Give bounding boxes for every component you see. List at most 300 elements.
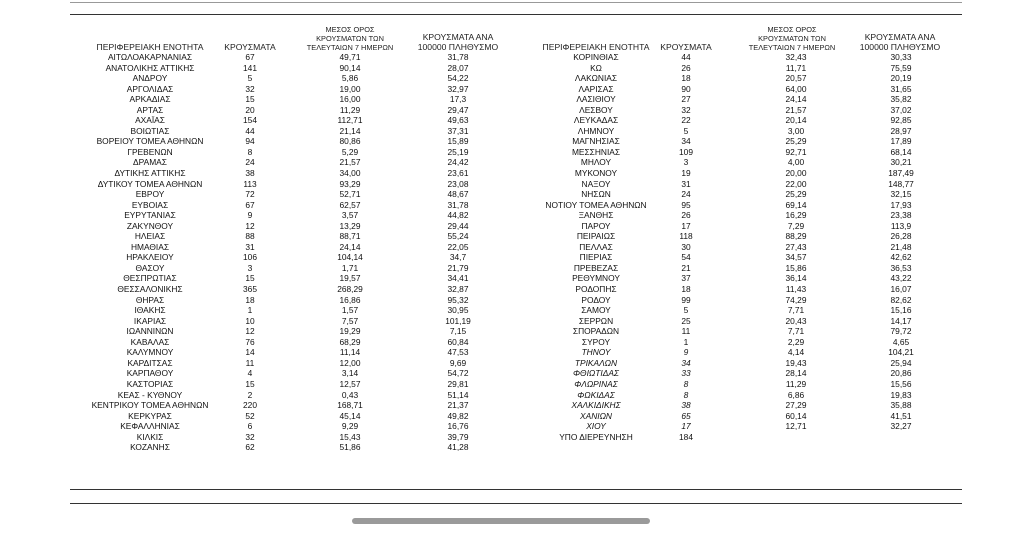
per-100k-cell: 7,15	[449, 326, 467, 337]
cases-cell: 24	[681, 189, 691, 200]
per-100k-cell: 30,21	[890, 157, 912, 168]
avg-cell: 62,57	[339, 199, 361, 210]
table-row	[516, 252, 962, 263]
cases-cell: 4	[247, 368, 253, 379]
cases-cell: 67	[245, 199, 255, 210]
region-name-cell: ΡΕΘΥΜΝΟΥ	[572, 273, 620, 284]
top-edge-rule	[70, 2, 962, 3]
per-100k-cell: 29,44	[447, 220, 469, 231]
per-100k-cell: 39,79	[447, 431, 469, 442]
avg-cell: 27,43	[785, 241, 807, 252]
table-row	[516, 136, 962, 147]
per-100k-cell: 41,51	[890, 410, 912, 421]
region-name-cell: ΦΛΩΡΙΝΑΣ	[574, 378, 618, 389]
region-name-cell: ΜΗΛΟΥ	[580, 157, 612, 168]
cases-cell: 19	[681, 168, 691, 179]
avg-cell: 21,14	[339, 125, 361, 136]
per-100k-cell: 23,61	[447, 168, 469, 179]
cases-cell: 26	[681, 62, 691, 73]
cases-cell: 30	[681, 241, 691, 252]
cases-cell: 21	[681, 262, 691, 273]
per-100k-cell: 31,65	[890, 83, 912, 94]
cases-cell: 99	[681, 294, 691, 305]
region-name-cell: ΑΙΤΩΛΟΑΚΑΡΝΑΝΙΑΣ	[107, 52, 193, 62]
per-100k-cell: 28,97	[890, 125, 912, 136]
cases-cell: 25	[681, 315, 691, 326]
cases-cell: 15	[245, 94, 255, 105]
table-row	[516, 368, 962, 379]
cases-cell: 8	[683, 389, 689, 400]
table-row	[70, 221, 516, 232]
region-name-cell: ΑΝΔΡΟΥ	[132, 73, 168, 84]
avg-cell: 5,29	[341, 146, 359, 157]
avg-cell: 16,00	[339, 94, 361, 105]
avg-cell: 7,57	[341, 315, 359, 326]
table-row	[70, 347, 516, 358]
avg-cell: 7,71	[787, 305, 805, 316]
per-100k-cell: 15,56	[890, 378, 912, 389]
table-row	[70, 126, 516, 137]
table-row	[516, 105, 962, 116]
avg-cell: 11,29	[339, 104, 361, 115]
region-name-cell: ΓΡΕΒΕΝΩΝ	[127, 146, 173, 157]
cases-cell: 17	[681, 421, 691, 432]
table-row	[516, 73, 962, 84]
region-name-cell: ΘΑΣΟΥ	[135, 262, 165, 273]
region-name-cell: ΣΥΡΟΥ	[581, 336, 611, 347]
cases-cell: 26	[681, 210, 691, 221]
cases-cell: 18	[245, 294, 255, 305]
table-row	[70, 147, 516, 158]
region-name-cell: ΜΕΣΣΗΝΙΑΣ	[571, 146, 621, 157]
per-100k-cell: 32,27	[890, 421, 912, 432]
per-100k-cell: 36,53	[890, 262, 912, 273]
per-100k-cell: 20,86	[890, 368, 912, 379]
table-row	[70, 390, 516, 401]
table-row	[516, 115, 962, 126]
region-name-cell: ΚΟΖΑΝΗΣ	[130, 442, 170, 453]
top-rule	[70, 14, 962, 15]
table-row	[70, 63, 516, 74]
avg-cell: 3,00	[787, 125, 805, 136]
avg-cell: 90,14	[339, 62, 361, 73]
table-row	[516, 400, 962, 411]
cases-cell: 31	[681, 178, 691, 189]
table-row	[70, 379, 516, 390]
avg-cell: 0,43	[341, 389, 359, 400]
per-100k-cell: 113,9	[890, 220, 912, 231]
table-row	[516, 379, 962, 390]
per-100k-cell: 19,83	[890, 389, 912, 400]
left-table-body	[70, 52, 516, 453]
cases-cell: 34	[681, 136, 691, 147]
region-name-cell: ΠΕΙΡΑΙΩΣ	[576, 231, 616, 242]
avg-cell: 9,29	[341, 421, 359, 432]
cases-cell: 67	[245, 52, 255, 62]
table-row	[70, 337, 516, 348]
per-100k-cell: 54,72	[447, 368, 469, 379]
region-name-cell: ΛΗΜΝΟΥ	[577, 125, 615, 136]
cases-cell: 95	[681, 199, 691, 210]
per-100k-cell: 95,32	[447, 294, 469, 305]
table-row	[516, 263, 962, 274]
table-row	[516, 347, 962, 358]
cases-cell: 20	[245, 104, 255, 115]
table-row	[70, 210, 516, 221]
cases-cell: 365	[243, 284, 257, 295]
cases-cell: 12	[245, 326, 255, 337]
per-100k-cell: 16,07	[890, 284, 912, 295]
avg-cell: 52,71	[339, 189, 361, 200]
table-row	[70, 115, 516, 126]
avg-cell: 12,00	[339, 357, 361, 368]
per-100k-cell: 48,67	[447, 189, 469, 200]
avg-cell: 25,29	[785, 189, 807, 200]
cases-cell: 10	[245, 315, 255, 326]
bottom-rule	[70, 489, 962, 490]
region-name-cell: ΧΙΟΥ	[586, 421, 606, 432]
table-row	[70, 94, 516, 105]
per-100k-cell: 55,24	[447, 231, 469, 242]
per-100k-cell: 31,78	[447, 52, 469, 62]
avg-cell: 20,14	[785, 115, 807, 126]
region-name-cell: ΒΟΡΕΙΟΥ ΤΟΜΕΑ ΑΘΗΝΩΝ	[96, 136, 204, 147]
cases-cell: 37	[681, 273, 691, 284]
per-100k-cell: 32,15	[890, 189, 912, 200]
table-row	[70, 295, 516, 306]
per-100k-cell: 25,94	[890, 357, 912, 368]
per-100k-cell: 82,62	[890, 294, 912, 305]
per-100k-cell: 54,22	[447, 73, 469, 84]
table-row	[70, 189, 516, 200]
table-row	[70, 252, 516, 263]
region-name-cell: ΙΚΑΡΙΑΣ	[133, 315, 167, 326]
avg-cell: 168,71	[337, 400, 363, 411]
avg-cell: 11,71	[785, 62, 807, 73]
region-name-cell: ΠΕΛΛΑΣ	[579, 241, 613, 252]
per-100k-cell: 22,05	[447, 241, 469, 252]
avg-cell: 93,29	[339, 178, 361, 189]
cases-cell: 38	[681, 400, 691, 411]
table-row	[516, 411, 962, 422]
cases-cell: 54	[681, 252, 691, 263]
table-row	[70, 157, 516, 168]
avg-cell: 92,71	[785, 146, 807, 157]
avg-cell: 80,86	[339, 136, 361, 147]
avg-cell: 25,29	[785, 136, 807, 147]
table-row	[516, 84, 962, 95]
table-row	[516, 242, 962, 253]
region-name-cell: ΖΑΚΥΝΘΟΥ	[126, 220, 174, 231]
right-table	[516, 24, 962, 442]
per-100k-cell: 34,41	[447, 273, 469, 284]
region-name-cell: ΜΑΓΝΗΣΙΑΣ	[572, 136, 620, 147]
region-name-cell: ΝΑΞΟΥ	[581, 178, 611, 189]
avg-cell: 45,14	[339, 410, 361, 421]
left-table	[70, 24, 516, 453]
cases-cell: 18	[681, 284, 691, 295]
region-name-cell: ΒΟΙΩΤΙΑΣ	[130, 125, 170, 136]
per-100k-cell: 23,08	[447, 178, 469, 189]
cases-cell: 14	[245, 347, 255, 358]
table-row	[70, 242, 516, 253]
per-100k-cell: 148,77	[888, 178, 914, 189]
region-name-cell: ΛΕΣΒΟΥ	[579, 104, 613, 115]
region-name-cell: ΔΥΤΙΚΟΥ ΤΟΜΕΑ ΑΘΗΝΩΝ	[97, 178, 203, 189]
per-100k-cell: 21,79	[447, 262, 469, 273]
avg-cell: 112,71	[337, 115, 363, 126]
cases-cell: 22	[681, 115, 691, 126]
cases-cell: 8	[247, 146, 253, 157]
region-name-cell: ΔΡΑΜΑΣ	[133, 157, 167, 168]
cases-cell: 44	[681, 52, 691, 62]
cases-cell: 1	[683, 336, 689, 347]
per-100k-cell: 35,82	[890, 94, 912, 105]
region-name-cell: ΑΡΓΟΛΙΔΑΣ	[126, 83, 174, 94]
avg-cell: 12,57	[339, 378, 361, 389]
table-row	[70, 400, 516, 411]
table-row	[516, 421, 962, 432]
table-row	[516, 147, 962, 158]
region-name-cell: ΠΑΡΟΥ	[581, 220, 611, 231]
cases-cell: 52	[245, 410, 255, 421]
avg-cell: 16,29	[785, 210, 807, 221]
region-name-cell: ΚΩ	[590, 62, 602, 73]
cases-cell: 65	[681, 410, 691, 421]
per-100k-cell: 17,3	[449, 94, 467, 105]
per-100k-cell: 15,89	[447, 136, 469, 147]
per-100k-cell: 9,69	[449, 357, 467, 368]
region-name-cell: ΘΕΣΠΡΩΤΙΑΣ	[123, 273, 177, 284]
region-name-cell: ΛΕΥΚΑΔΑΣ	[573, 115, 619, 126]
header-avg-7days: ΜΕΣΟΣ ΟΡΟΣ ΚΡΟΥΣΜΑΤΩΝ ΤΩΝ ΤΕΛΕΥΤΑΙΩΝ 7 ΗΜΕΡΩΝ	[748, 25, 836, 52]
per-100k-cell: 104,21	[888, 347, 914, 358]
region-name-cell: ΑΡΚΑΔΙΑΣ	[129, 94, 171, 105]
avg-cell: 3,57	[341, 210, 359, 221]
region-name-cell: ΜΥΚΟΝΟΥ	[574, 168, 618, 179]
region-name-cell: ΙΩΑΝΝΙΝΩΝ	[126, 326, 174, 337]
avg-cell: 16,86	[339, 294, 361, 305]
cases-cell: 38	[245, 168, 255, 179]
cases-cell: 44	[245, 125, 255, 136]
cases-cell: 12	[245, 220, 255, 231]
cases-cell: 113	[243, 178, 257, 189]
avg-cell: 21,57	[785, 104, 807, 115]
per-100k-cell: 30,33	[890, 52, 912, 62]
per-100k-cell: 29,47	[447, 104, 469, 115]
cases-cell: 32	[245, 83, 255, 94]
avg-cell: 11,29	[785, 378, 807, 389]
per-100k-cell: 14,17	[890, 315, 912, 326]
region-name-cell: ΚΑΡΔΙΤΣΑΣ	[127, 357, 173, 368]
region-name-cell: ΤΗΝΟΥ	[581, 347, 611, 358]
region-name-cell: ΗΡΑΚΛΕΙΟΥ	[126, 252, 174, 263]
table-row	[70, 200, 516, 211]
per-100k-cell: 23,38	[890, 210, 912, 221]
table-row	[70, 52, 516, 63]
per-100k-cell: 68,14	[890, 146, 912, 157]
per-100k-cell: 37,02	[890, 104, 912, 115]
avg-cell: 3,14	[341, 368, 359, 379]
header-region: ΠΕΡΙΦΕΡΕΙΑΚΗ ΕΝΟΤΗΤΑ	[542, 42, 650, 52]
table-row	[516, 63, 962, 74]
right-table-body	[516, 52, 962, 442]
cases-cell: 9	[247, 210, 253, 221]
header-avg-7days: ΜΕΣΟΣ ΟΡΟΣ ΚΡΟΥΣΜΑΤΩΝ ΤΩΝ ΤΕΛΕΥΤΑΙΩΝ 7 ΗΜΕΡΩΝ	[306, 25, 394, 52]
header-cases: ΚΡΟΥΣΜΑΤΑ	[224, 42, 276, 52]
region-name-cell: ΑΝΑΤΟΛΙΚΗΣ ΑΤΤΙΚΗΣ	[105, 62, 195, 73]
cases-cell: 18	[681, 73, 691, 84]
avg-cell: 28,14	[785, 368, 807, 379]
per-100k-cell: 26,28	[890, 231, 912, 242]
avg-cell: 19,57	[339, 273, 361, 284]
cases-cell: 184	[679, 431, 693, 442]
horizontal-scrollbar[interactable]	[352, 518, 650, 524]
cases-cell: 24	[245, 157, 255, 168]
per-100k-cell: 25,19	[447, 146, 469, 157]
cases-cell: 11	[681, 326, 691, 337]
region-name-cell: ΚΕΡΚΥΡΑΣ	[128, 410, 172, 421]
table-row	[70, 273, 516, 284]
cases-cell: 2	[247, 389, 253, 400]
avg-cell: 19,00	[339, 83, 361, 94]
avg-cell: 104,14	[337, 252, 363, 263]
region-name-cell: ΛΑΣΙΘΙΟΥ	[576, 94, 616, 105]
region-name-cell: ΚΑΣΤΟΡΙΑΣ	[126, 378, 174, 389]
per-100k-cell: 16,76	[447, 421, 469, 432]
table-row	[516, 358, 962, 369]
table-row	[516, 305, 962, 316]
avg-cell: 88,29	[785, 231, 807, 242]
cases-cell: 220	[243, 400, 257, 411]
per-100k-cell: 24,42	[447, 157, 469, 168]
per-100k-cell: 15,16	[890, 305, 912, 316]
avg-cell: 4,14	[787, 347, 805, 358]
region-name-cell: ΚΑΡΠΑΘΟΥ	[126, 368, 174, 379]
region-name-cell: ΝΟΤΙΟΥ ΤΟΜΕΑ ΑΘΗΝΩΝ	[545, 199, 647, 210]
per-100k-cell: 187,49	[888, 168, 914, 179]
right-table-header	[516, 24, 962, 52]
avg-cell: 88,71	[339, 231, 361, 242]
avg-cell: 13,29	[339, 220, 361, 231]
table-row	[516, 52, 962, 63]
per-100k-cell: 32,87	[447, 284, 469, 295]
per-100k-cell: 75,59	[890, 62, 912, 73]
region-name-cell: ΚΕΝΤΡΙΚΟΥ ΤΟΜΕΑ ΑΘΗΝΩΝ	[91, 400, 209, 411]
per-100k-cell: 31,78	[447, 199, 469, 210]
cases-cell: 88	[245, 231, 255, 242]
table-row	[516, 179, 962, 190]
avg-cell: 34,00	[339, 168, 361, 179]
avg-cell: 74,29	[785, 294, 807, 305]
region-name-cell: ΘΕΣΣΑΛΟΝΙΚΗΣ	[117, 284, 183, 295]
cases-cell: 33	[681, 368, 691, 379]
region-name-cell: ΧΑΛΚΙΔΙΚΗΣ	[571, 400, 621, 411]
region-name-cell: ΣΠΟΡΑΔΩΝ	[572, 326, 620, 337]
cases-cell: 1	[247, 305, 253, 316]
cases-cell: 154	[243, 115, 257, 126]
table-row	[516, 295, 962, 306]
region-name-cell: ΚΑΒΑΛΑΣ	[130, 336, 170, 347]
cases-cell: 118	[679, 231, 693, 242]
region-name-cell: ΔΥΤΙΚΗΣ ΑΤΤΙΚΗΣ	[114, 168, 186, 179]
region-name-cell: ΑΧΑΪΑΣ	[135, 115, 165, 126]
table-row	[70, 368, 516, 379]
table-row	[516, 168, 962, 179]
region-name-cell: ΕΒΡΟΥ	[135, 189, 165, 200]
per-100k-cell: 32,97	[447, 83, 469, 94]
table-row	[70, 136, 516, 147]
table-row	[70, 442, 516, 453]
cases-cell: 3	[247, 262, 253, 273]
table-row	[516, 337, 962, 348]
avg-cell: 60,14	[785, 410, 807, 421]
cases-cell: 6	[247, 421, 253, 432]
region-name-cell: ΕΥΒΟΙΑΣ	[131, 199, 169, 210]
region-name-cell: ΚΕΑΣ - ΚΥΘΝΟΥ	[117, 389, 183, 400]
table-row	[70, 358, 516, 369]
region-name-cell: ΠΡΕΒΕΖΑΣ	[573, 262, 619, 273]
per-100k-cell: 34,7	[449, 252, 467, 263]
table-row	[70, 411, 516, 422]
cases-cell: 72	[245, 189, 255, 200]
header-cases: ΚΡΟΥΣΜΑΤΑ	[660, 42, 712, 52]
region-name-cell: ΡΟΔΟΥ	[581, 294, 611, 305]
region-name-cell: ΡΟΔΟΠΗΣ	[575, 284, 617, 295]
cases-cell: 32	[245, 431, 255, 442]
avg-cell: 11,14	[339, 347, 361, 358]
per-100k-cell: 92,85	[890, 115, 912, 126]
table-row	[70, 105, 516, 116]
region-name-cell: ΚΙΛΚΙΣ	[136, 431, 164, 442]
region-name-cell: ΦΩΚΙΔΑΣ	[577, 389, 615, 400]
per-100k-cell: 21,37	[447, 400, 469, 411]
avg-cell: 20,43	[785, 315, 807, 326]
table-row	[70, 73, 516, 84]
avg-cell: 4,00	[787, 157, 805, 168]
cases-cell: 76	[245, 336, 255, 347]
per-100k-cell: 41,28	[447, 442, 469, 453]
avg-cell: 11,43	[785, 284, 807, 295]
region-name-cell: ΚΟΡΙΝΘΙΑΣ	[573, 52, 619, 62]
header-region: ΠΕΡΙΦΕΡΕΙΑΚΗ ΕΝΟΤΗΤΑ	[96, 42, 204, 52]
table-row	[516, 126, 962, 137]
avg-cell: 1,71	[341, 262, 359, 273]
page-bottom-rule	[70, 503, 962, 504]
header-per-100k: ΚΡΟΥΣΜΑΤΑ ΑΝΑ 100000 ΠΛΗΘΥΣΜΟ	[417, 32, 499, 52]
avg-cell: 7,71	[787, 326, 805, 337]
per-100k-cell: 20,19	[890, 73, 912, 84]
avg-cell: 1,57	[341, 305, 359, 316]
table-row	[70, 179, 516, 190]
avg-cell: 20,57	[785, 73, 807, 84]
table-row	[516, 157, 962, 168]
header-per-100k: ΚΡΟΥΣΜΑΤΑ ΑΝΑ 100000 ΠΛΗΘΥΣΜΟ	[859, 32, 941, 52]
region-name-cell: ΘΗΡΑΣ	[135, 294, 165, 305]
cases-cell: 32	[681, 104, 691, 115]
table-row	[516, 221, 962, 232]
cases-cell: 15	[245, 378, 255, 389]
avg-cell: 5,86	[341, 73, 359, 84]
avg-cell: 20,00	[785, 168, 807, 179]
cases-cell: 9	[683, 347, 689, 358]
table-row	[70, 305, 516, 316]
cases-cell: 5	[247, 73, 253, 84]
region-name-cell: ΑΡΤΑΣ	[136, 104, 164, 115]
avg-cell: 27,29	[785, 400, 807, 411]
cases-cell: 27	[681, 94, 691, 105]
table-row	[70, 263, 516, 274]
